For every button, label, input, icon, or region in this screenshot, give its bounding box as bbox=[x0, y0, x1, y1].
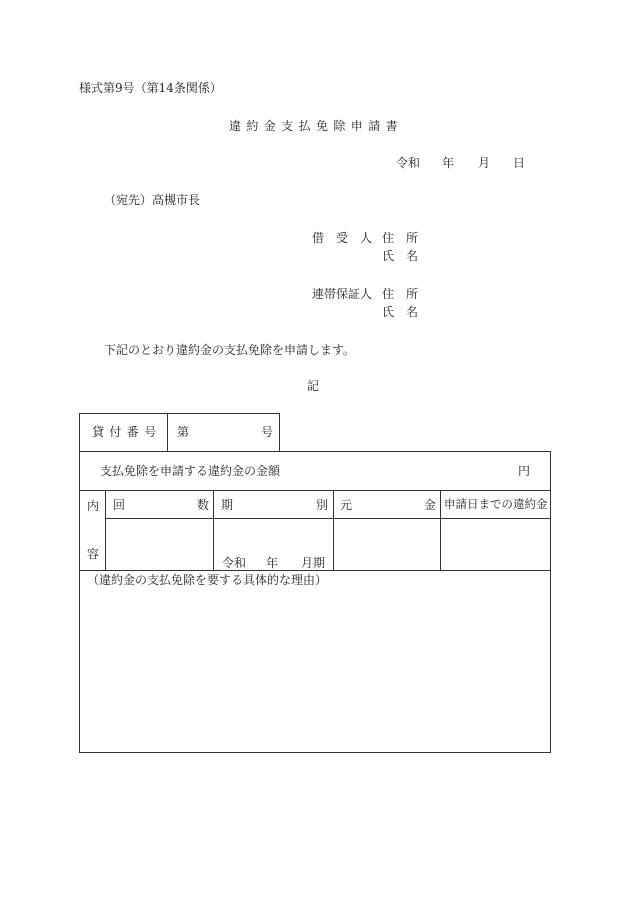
date-month: 月 bbox=[478, 156, 491, 170]
borrower-address-label: 住 所 bbox=[382, 231, 419, 245]
amount-row-bottom bbox=[79, 490, 551, 491]
guarantor-label: 連帯保証人 bbox=[312, 287, 373, 301]
addressee: （宛先）高槻市長 bbox=[104, 193, 201, 207]
loan-number-label: 貸付番号 bbox=[92, 425, 162, 439]
document-title: 違約金支払免除申請書 bbox=[229, 119, 404, 133]
content-col-1 bbox=[105, 490, 106, 570]
col-kai-suffix: 数 bbox=[197, 498, 210, 512]
col-ki-suffix: 別 bbox=[316, 498, 329, 512]
col-gen-suffix: 金 bbox=[424, 498, 437, 512]
period-year: 年 bbox=[266, 556, 279, 570]
col-ki: 期 bbox=[221, 498, 234, 512]
date-day: 日 bbox=[513, 156, 526, 170]
content-header-line bbox=[105, 518, 551, 519]
loan-number-prefix: 第 bbox=[177, 425, 190, 439]
reason-label: （違約金の支払免除を要する具体的な理由） bbox=[87, 573, 328, 587]
content-label-top: 内 bbox=[87, 499, 100, 513]
form-number: 様式第9号（第14条関係） bbox=[79, 81, 222, 95]
date-era: 令和 bbox=[396, 156, 421, 170]
col-gen: 元 bbox=[340, 498, 353, 512]
ki-heading: 記 bbox=[307, 379, 320, 393]
content-col-3 bbox=[333, 490, 334, 570]
date-year: 年 bbox=[442, 156, 455, 170]
amount-label: 支払免除を申請する違約金の金額 bbox=[100, 464, 281, 478]
col-penalty: 申請日までの違約金 bbox=[444, 497, 548, 511]
borrower-label: 借 受 人 bbox=[312, 231, 373, 245]
guarantor-address-label: 住 所 bbox=[382, 287, 419, 301]
request-text: 下記のとおり違約金の支払免除を申請します。 bbox=[104, 343, 356, 357]
borrower-name-label: 氏 名 bbox=[382, 249, 419, 263]
period-month: 月期 bbox=[301, 556, 326, 570]
loan-number-divider bbox=[167, 413, 168, 452]
period-era: 令和 bbox=[222, 556, 247, 570]
guarantor-name-label: 氏 名 bbox=[382, 305, 419, 319]
content-col-2 bbox=[213, 490, 214, 570]
col-kai: 回 bbox=[113, 498, 126, 512]
amount-unit: 円 bbox=[518, 464, 531, 478]
content-bottom-line bbox=[79, 570, 551, 571]
content-col-4 bbox=[440, 490, 441, 570]
content-label-bottom: 容 bbox=[87, 547, 100, 561]
loan-number-suffix: 号 bbox=[261, 425, 274, 439]
